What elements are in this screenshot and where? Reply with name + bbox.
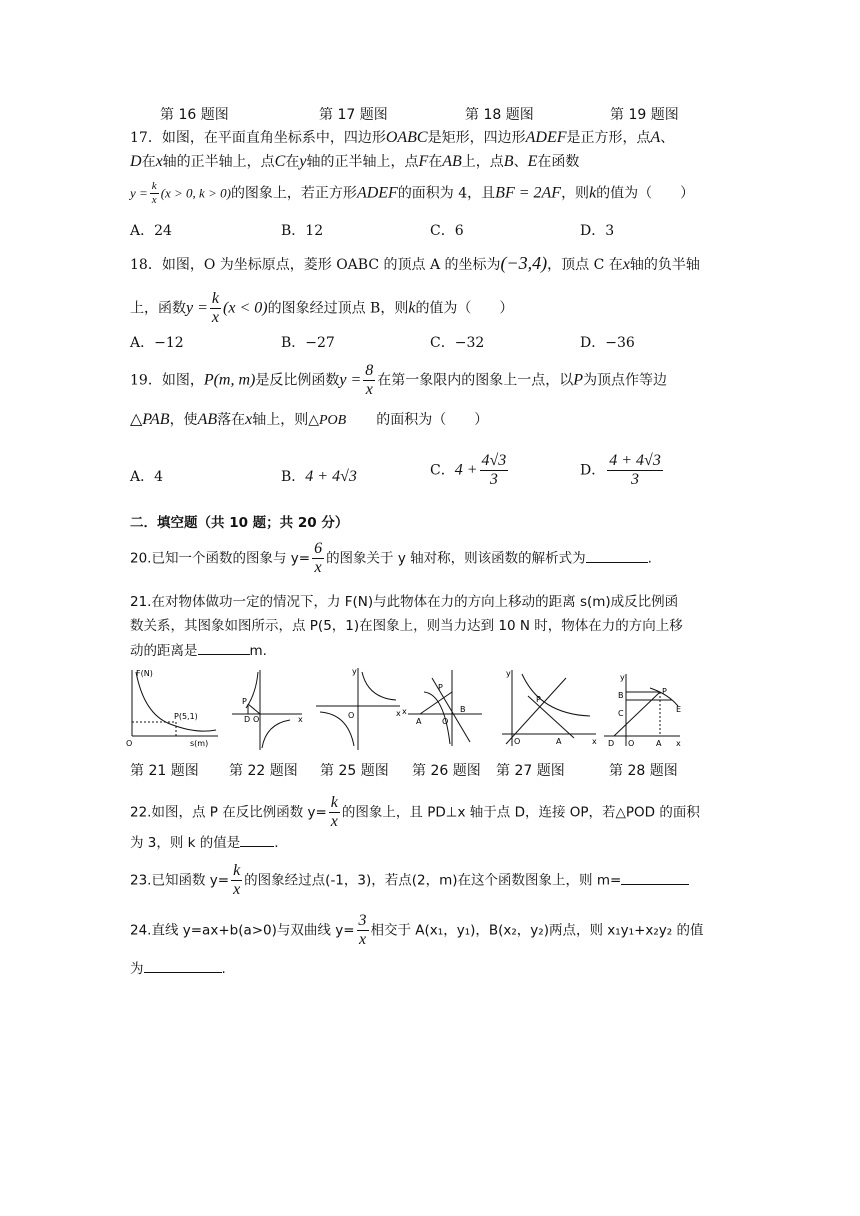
fig28-origin: O (628, 739, 635, 748)
fig27-graph (502, 670, 596, 746)
fig25-graph (316, 668, 400, 750)
fig26-x-label: x (402, 707, 407, 716)
caption-fig28: 第 28 题图 (609, 763, 678, 779)
fig26-origin: O (442, 717, 449, 726)
q17-line1: 17．如图，在平面直角坐标系中，四边形OABC是矩形，四边形ADEF是正方形，点A、 (130, 129, 675, 146)
q19-option-c[interactable]: C．4 + $\frac{4√3}{3}$ (430, 452, 507, 488)
fig28-point-c: C (618, 709, 624, 718)
fig21-point-p: P(5,1) (174, 712, 198, 721)
fig25-origin: O (348, 711, 355, 720)
fig22-point-p: P (242, 697, 247, 706)
q17-option-c[interactable]: C．6 (430, 223, 464, 239)
caption-fig17: 第 17 题图 (319, 107, 388, 123)
fig25-x-label: x (396, 709, 401, 718)
figures-strip (120, 664, 700, 756)
q19-line2: △PAB，使AB落在x轴上，则△POB 的面积为（ ） (130, 411, 489, 428)
fig21-x-label: s(m) (190, 739, 209, 748)
q18-line2: 上，函数y = $\frac{k}{x}$ (x < 0)的图象经过顶点 B，则k的值为（ ） (130, 290, 514, 326)
q19-option-d[interactable]: D． $\frac{4 + 4√3}{3}$ (580, 452, 661, 488)
caption-fig18: 第 18 题图 (465, 107, 534, 123)
q18-option-b[interactable]: B．−27 (281, 335, 335, 351)
fig22-graph (232, 670, 302, 750)
q19-line1: 19．如图，P(m, m)是反比例函数y = $\frac{8}{x}$ 在第一象限内的图象上一点，以P为顶点作等边 (130, 362, 668, 398)
section-title: 二．填空题（共 10 题；共 20 分） (130, 515, 349, 531)
caption-fig16: 第 16 题图 (160, 107, 229, 123)
q19-option-b[interactable]: B．4 + 4√3 (281, 468, 357, 485)
fig28-x-label: x (676, 739, 681, 748)
caption-fig19: 第 19 题图 (610, 107, 679, 123)
q24-line2: 为 . (130, 958, 226, 979)
fig22-point-d: D (244, 715, 251, 724)
q20-line: 20.已知一个函数的图象与 y= $\frac{6}{x}$ 的图象关于 y 轴对称，则该函数的解析式为 . (130, 540, 652, 576)
q18-option-d[interactable]: D．−36 (580, 335, 635, 351)
q18-line1: 18．如图，O 为坐标原点，菱形 OABC 的顶点 A 的坐标为(−3,4)，顶点 C 在x轴的负半轴 (130, 253, 700, 273)
q17-option-d[interactable]: D．3 (580, 223, 615, 239)
fig28-point-b: B (618, 691, 624, 700)
caption-fig22: 第 22 题图 (229, 763, 298, 779)
q22-answer-blank[interactable] (240, 832, 274, 847)
fig28-y-label: y (620, 673, 625, 682)
q21-line2: 数关系，其图象如图所示，点 P(5，1)在图象上，则当力达到 10 N 时，物体在力的方向上移 (130, 618, 683, 634)
q21-line3: 动的距离是 m. (130, 640, 267, 661)
q23-line: 23.已知函数 y= $\frac{k}{x}$ 的图象经过点(-1，3)，若点(2，m)在这个函数图象上，则 m= (130, 862, 689, 899)
fig28-point-e: E (676, 705, 682, 714)
fig21-y-label: F(N) (136, 669, 153, 678)
q24-line1: 24.直线 y=ax+b(a>0)与双曲线 y= $\frac{3}{x}$ 相交于 A(x₁，y₁)，B(x₂，y₂)两点，则 x₁y₁+x₂y₂ 的值 (130, 912, 704, 948)
q22-line1: 22.如图，点 P 在反比例函数 y= $\frac{k}{x}$ 的图象上，且 PD⊥x 轴于点 D，连接 OP，若△POD 的面积 (130, 794, 700, 830)
fig27-point-p: P (536, 695, 541, 704)
q18-option-c[interactable]: C．−32 (430, 335, 485, 351)
q24-answer-blank[interactable] (144, 958, 222, 973)
q21-line1: 21.在对物体做功一定的情况下，力 F(N)与此物体在力的方向上移动的距离 s(m)成反比例函 (130, 594, 679, 610)
q21-answer-blank[interactable] (198, 640, 250, 655)
fig26-point-b: B (460, 705, 466, 714)
fig26-point-p: P (438, 683, 443, 692)
caption-fig27: 第 27 题图 (496, 763, 565, 779)
fig21-graph (132, 670, 218, 736)
fig22-origin: O (253, 715, 260, 724)
fig28-graph (604, 674, 680, 746)
fig26-point-a: A (416, 717, 422, 726)
q17-line2: D在x轴的正半轴上，点C在y轴的正半轴上，点F在AB上，点B、E在函数 (130, 153, 580, 170)
q17-line3: y = $\frac{k}{x}$ (x > 0, k > 0)的图象上，若正方形ADEF的面积为 4，且BF = 2AF，则k的值为（ ） (130, 180, 695, 206)
caption-fig26: 第 26 题图 (412, 763, 481, 779)
fig28-point-p: P (662, 687, 667, 696)
fig27-point-a: A (556, 737, 562, 746)
fig27-x-label: x (592, 737, 597, 746)
fig28-point-d: D (608, 739, 615, 748)
fig22-x-label: x (298, 715, 303, 724)
fig25-y-label: y (352, 667, 357, 676)
q23-answer-blank[interactable] (621, 870, 689, 885)
caption-fig21: 第 21 题图 (130, 763, 199, 779)
caption-fig25: 第 25 题图 (320, 763, 389, 779)
q22-line2: 为 3，则 k 的值是 . (130, 832, 279, 853)
q17-option-a[interactable]: A．24 (130, 223, 172, 239)
fig27-origin: O (514, 737, 521, 746)
fig21-origin: O (126, 739, 133, 748)
fig28-point-a: A (656, 739, 662, 748)
fig27-y-label: y (506, 669, 511, 678)
q20-answer-blank[interactable] (586, 548, 648, 563)
q19-option-a[interactable]: A．4 (130, 469, 164, 485)
q18-option-a[interactable]: A．−12 (130, 335, 184, 351)
q17-option-b[interactable]: B．12 (281, 223, 324, 239)
fig26-graph (408, 670, 482, 746)
